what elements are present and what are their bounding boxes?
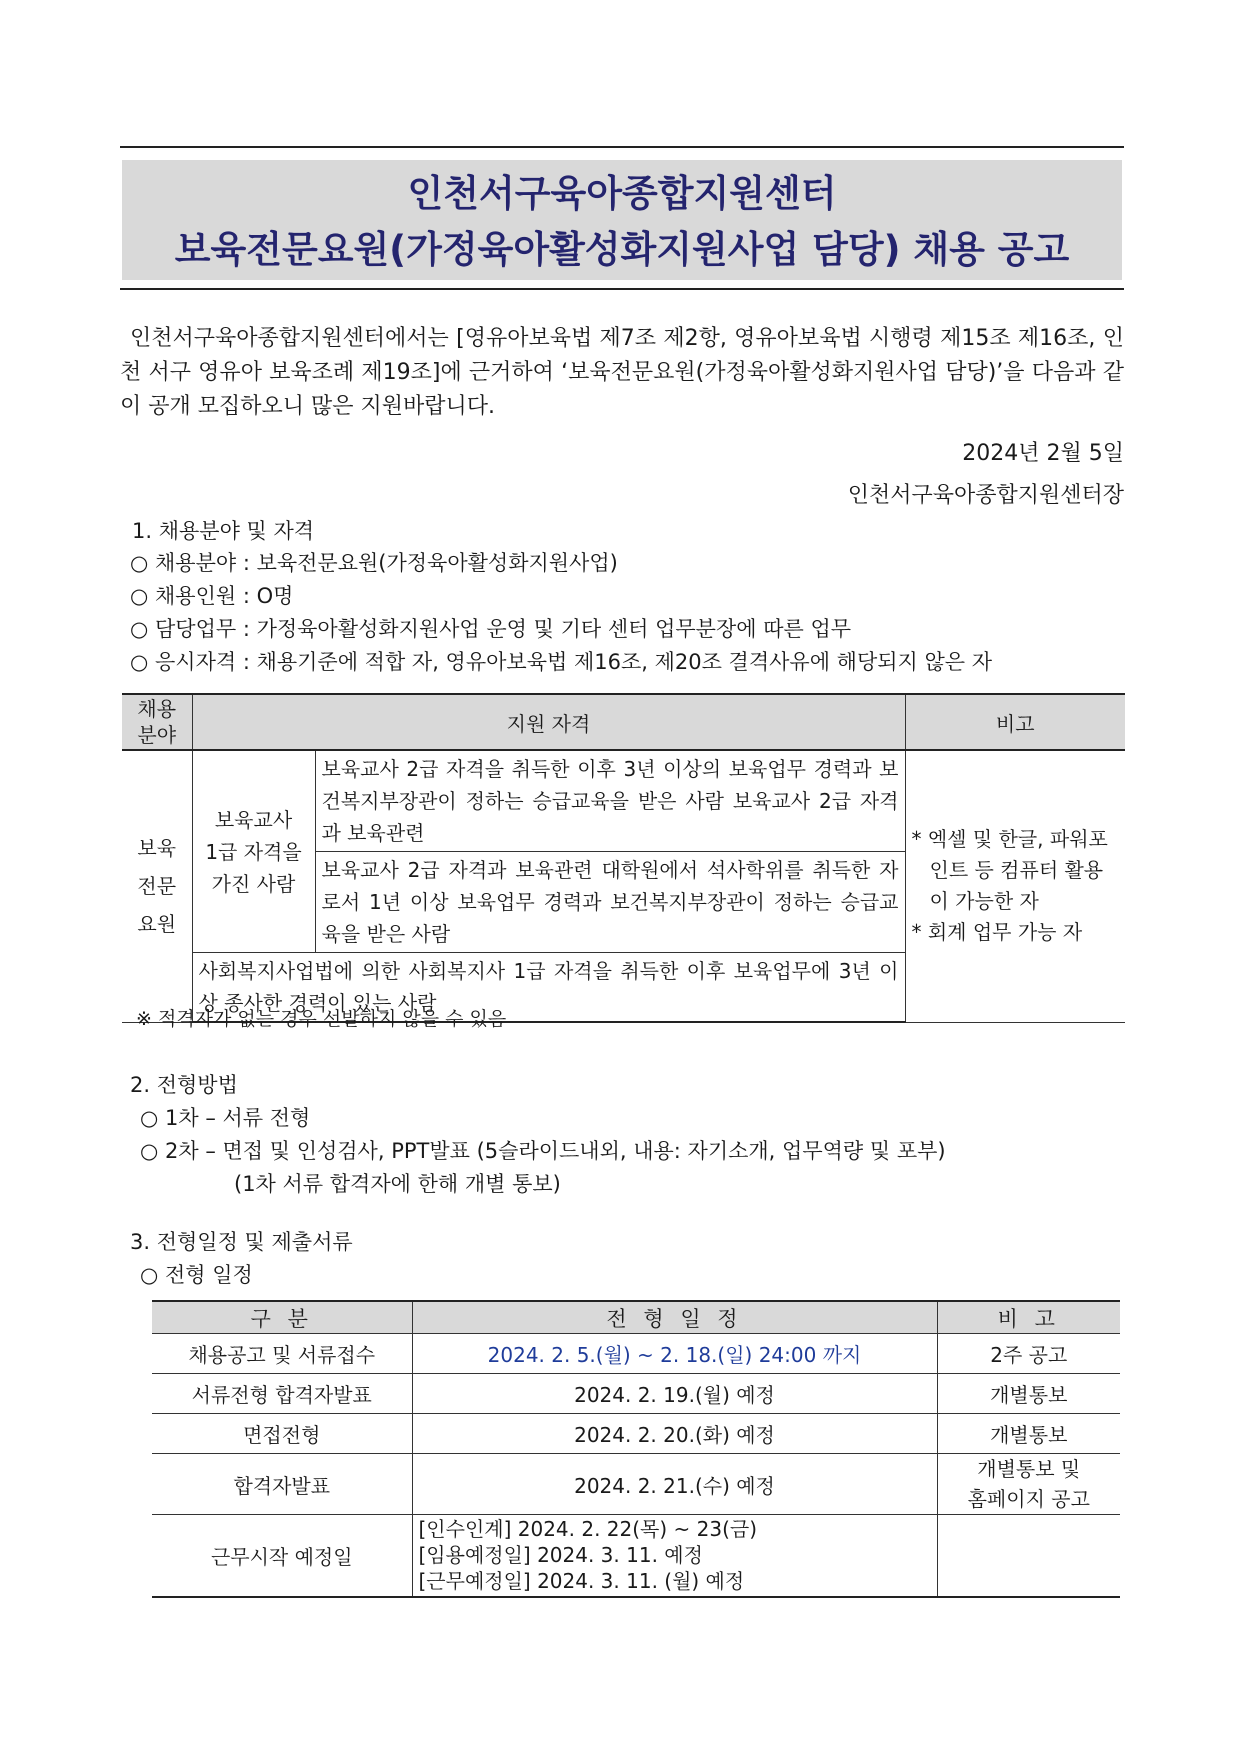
announcement-date: 2024년 2월 5일 <box>962 441 1124 466</box>
table-row <box>152 1454 1120 1515</box>
header-field-line1: 채용 <box>137 697 177 721</box>
section1-footnote: ※ 적격자가 없는 경우 선발하지 않을 수 있음 <box>136 1008 507 1030</box>
row-schedule <box>412 1515 937 1597</box>
table-row <box>152 1515 1120 1597</box>
note-cell <box>905 750 1125 1022</box>
header-field-line2: 분야 <box>137 723 177 747</box>
field-cell <box>122 750 192 1022</box>
qualification-table <box>122 693 1125 1023</box>
field-line1: 보육 <box>137 836 177 861</box>
sub-qualification-cell <box>192 750 315 953</box>
row-category: 채용공고 및 서류접수 <box>152 1334 412 1374</box>
section3-heading: 3. 전형일정 및 제출서류 <box>130 1230 353 1254</box>
field-line2: 전문 <box>137 874 177 899</box>
section2-heading: 2. 전형방법 <box>130 1073 238 1097</box>
section1-bullet: ○ 채용분야 : 보육전문요원(가정육아활성화지원사업) <box>130 551 618 575</box>
schedule-table <box>152 1300 1120 1598</box>
header-schedule: 전 형 일 정 <box>412 1301 937 1334</box>
row-category: 근무시작 예정일 <box>152 1515 412 1597</box>
issuer: 인천서구육아종합지원센터장 <box>847 483 1124 508</box>
title-line1: 인천서구육아종합지원센터 <box>407 172 837 215</box>
section3-sub: ○ 전형 일정 <box>140 1263 253 1287</box>
schedule-line: [임용예정일] 2024. 3. 11. 예정 <box>418 1543 703 1568</box>
note-line-1: * 엑셀 및 한글, 파워포인트 등 컴퓨터 활용이 가능한 자 <box>911 827 1108 914</box>
row-note <box>937 1454 1120 1515</box>
bottom-rule <box>120 288 1124 290</box>
row-schedule: 2024. 2. 5.(월) ~ 2. 18.(일) 24:00 까지 <box>412 1334 937 1374</box>
field-line3: 요원 <box>137 912 177 937</box>
qualification-desc-2: 보육교사 2급 자격과 보육관련 대학원에서 석사학위를 취득한 자로서 1년 이상 보육업무 경력과 보건복지부장관이 정하는 승급교육을 받은 사람 <box>315 852 905 953</box>
qualification-desc-1: 보육교사 2급 자격을 취득한 이후 3년 이상의 보육업무 경력과 보건복지부장관이 정하는 승급교육을 받은 사람 보육교사 2급 자격과 보육관련 <box>315 750 905 852</box>
header-category: 구 분 <box>152 1301 412 1334</box>
table-row <box>152 1414 1120 1454</box>
sub-line3: 가진 사람 <box>211 871 296 896</box>
sub-line2: 1급 자격을 <box>205 839 302 864</box>
intro-paragraph: 인천서구육아종합지원센터에서는 [영유아보육법 제7조 제2항, 영유아보육법 시행령 제15조 제16조, 인천 서구 영유아 보육조례 제19조]에 근거하여 ‘보육전문요원(가정육아활성화지원사업 담당)’을 다음과 같이 공개 모집하오니 많은 지원바랍니다. <box>120 326 1124 419</box>
title-line2: 보육전문요원(가정육아활성화지원사업 담당) 채용 공고 <box>174 228 1070 271</box>
note-line-2: * 회계 업무 가능 자 <box>911 920 1083 945</box>
row-category: 서류전형 합격자발표 <box>152 1374 412 1414</box>
qualification-desc-3: 사회복지사업법에 의한 사회복지사 1급 자격을 취득한 이후 보육업무에 3년 이상 종사한 경력이 있는 사람 <box>192 953 905 1023</box>
row-category: 면접전형 <box>152 1414 412 1454</box>
row-note: 2주 공고 <box>937 1334 1120 1374</box>
row-note-line2: 홈페이지 공고 <box>967 1487 1090 1511</box>
top-rule <box>120 146 1124 148</box>
schedule-line: [인수인계] 2024. 2. 22(목) ~ 23(금) <box>418 1517 758 1542</box>
header-note: 비고 <box>905 694 1125 750</box>
header-qualification: 지원 자격 <box>192 694 905 750</box>
section2-line: ○ 1차 – 서류 전형 <box>140 1106 311 1130</box>
row-note: 개별통보 <box>937 1414 1120 1454</box>
section2-line: (1차 서류 합격자에 한해 개별 통보) <box>234 1172 561 1196</box>
table-row <box>152 1334 1120 1374</box>
section2-line: ○ 2차 – 면접 및 인성검사, PPT발표 (5슬라이드내외, 내용: 자기소개, 업무역량 및 포부) <box>140 1139 946 1163</box>
table-row <box>152 1374 1120 1414</box>
sub-line1: 보육교사 <box>214 807 293 832</box>
row-category: 합격자발표 <box>152 1454 412 1515</box>
section1-bullet: ○ 응시자격 : 채용기준에 적합 자, 영유아보육법 제16조, 제20조 결격사유에 해당되지 않은 자 <box>130 650 993 674</box>
header-note: 비 고 <box>937 1301 1120 1334</box>
row-schedule: 2024. 2. 21.(수) 예정 <box>412 1454 937 1515</box>
row-schedule: 2024. 2. 19.(월) 예정 <box>412 1374 937 1414</box>
header-field <box>122 694 192 750</box>
section1-heading: 1. 채용분야 및 자격 <box>132 519 315 543</box>
section1-bullet: ○ 담당업무 : 가정육아활성화지원사업 운영 및 기타 센터 업무분장에 따른 업무 <box>130 617 852 641</box>
title-banner <box>122 160 1122 280</box>
row-note-line1: 개별통보 및 <box>977 1457 1081 1481</box>
schedule-line: [근무예정일] 2024. 3. 11. (월) 예정 <box>418 1569 745 1594</box>
row-note <box>937 1515 1120 1597</box>
row-schedule: 2024. 2. 20.(화) 예정 <box>412 1414 937 1454</box>
section1-bullet: ○ 채용인원 : O명 <box>130 584 294 608</box>
row-note: 개별통보 <box>937 1374 1120 1414</box>
